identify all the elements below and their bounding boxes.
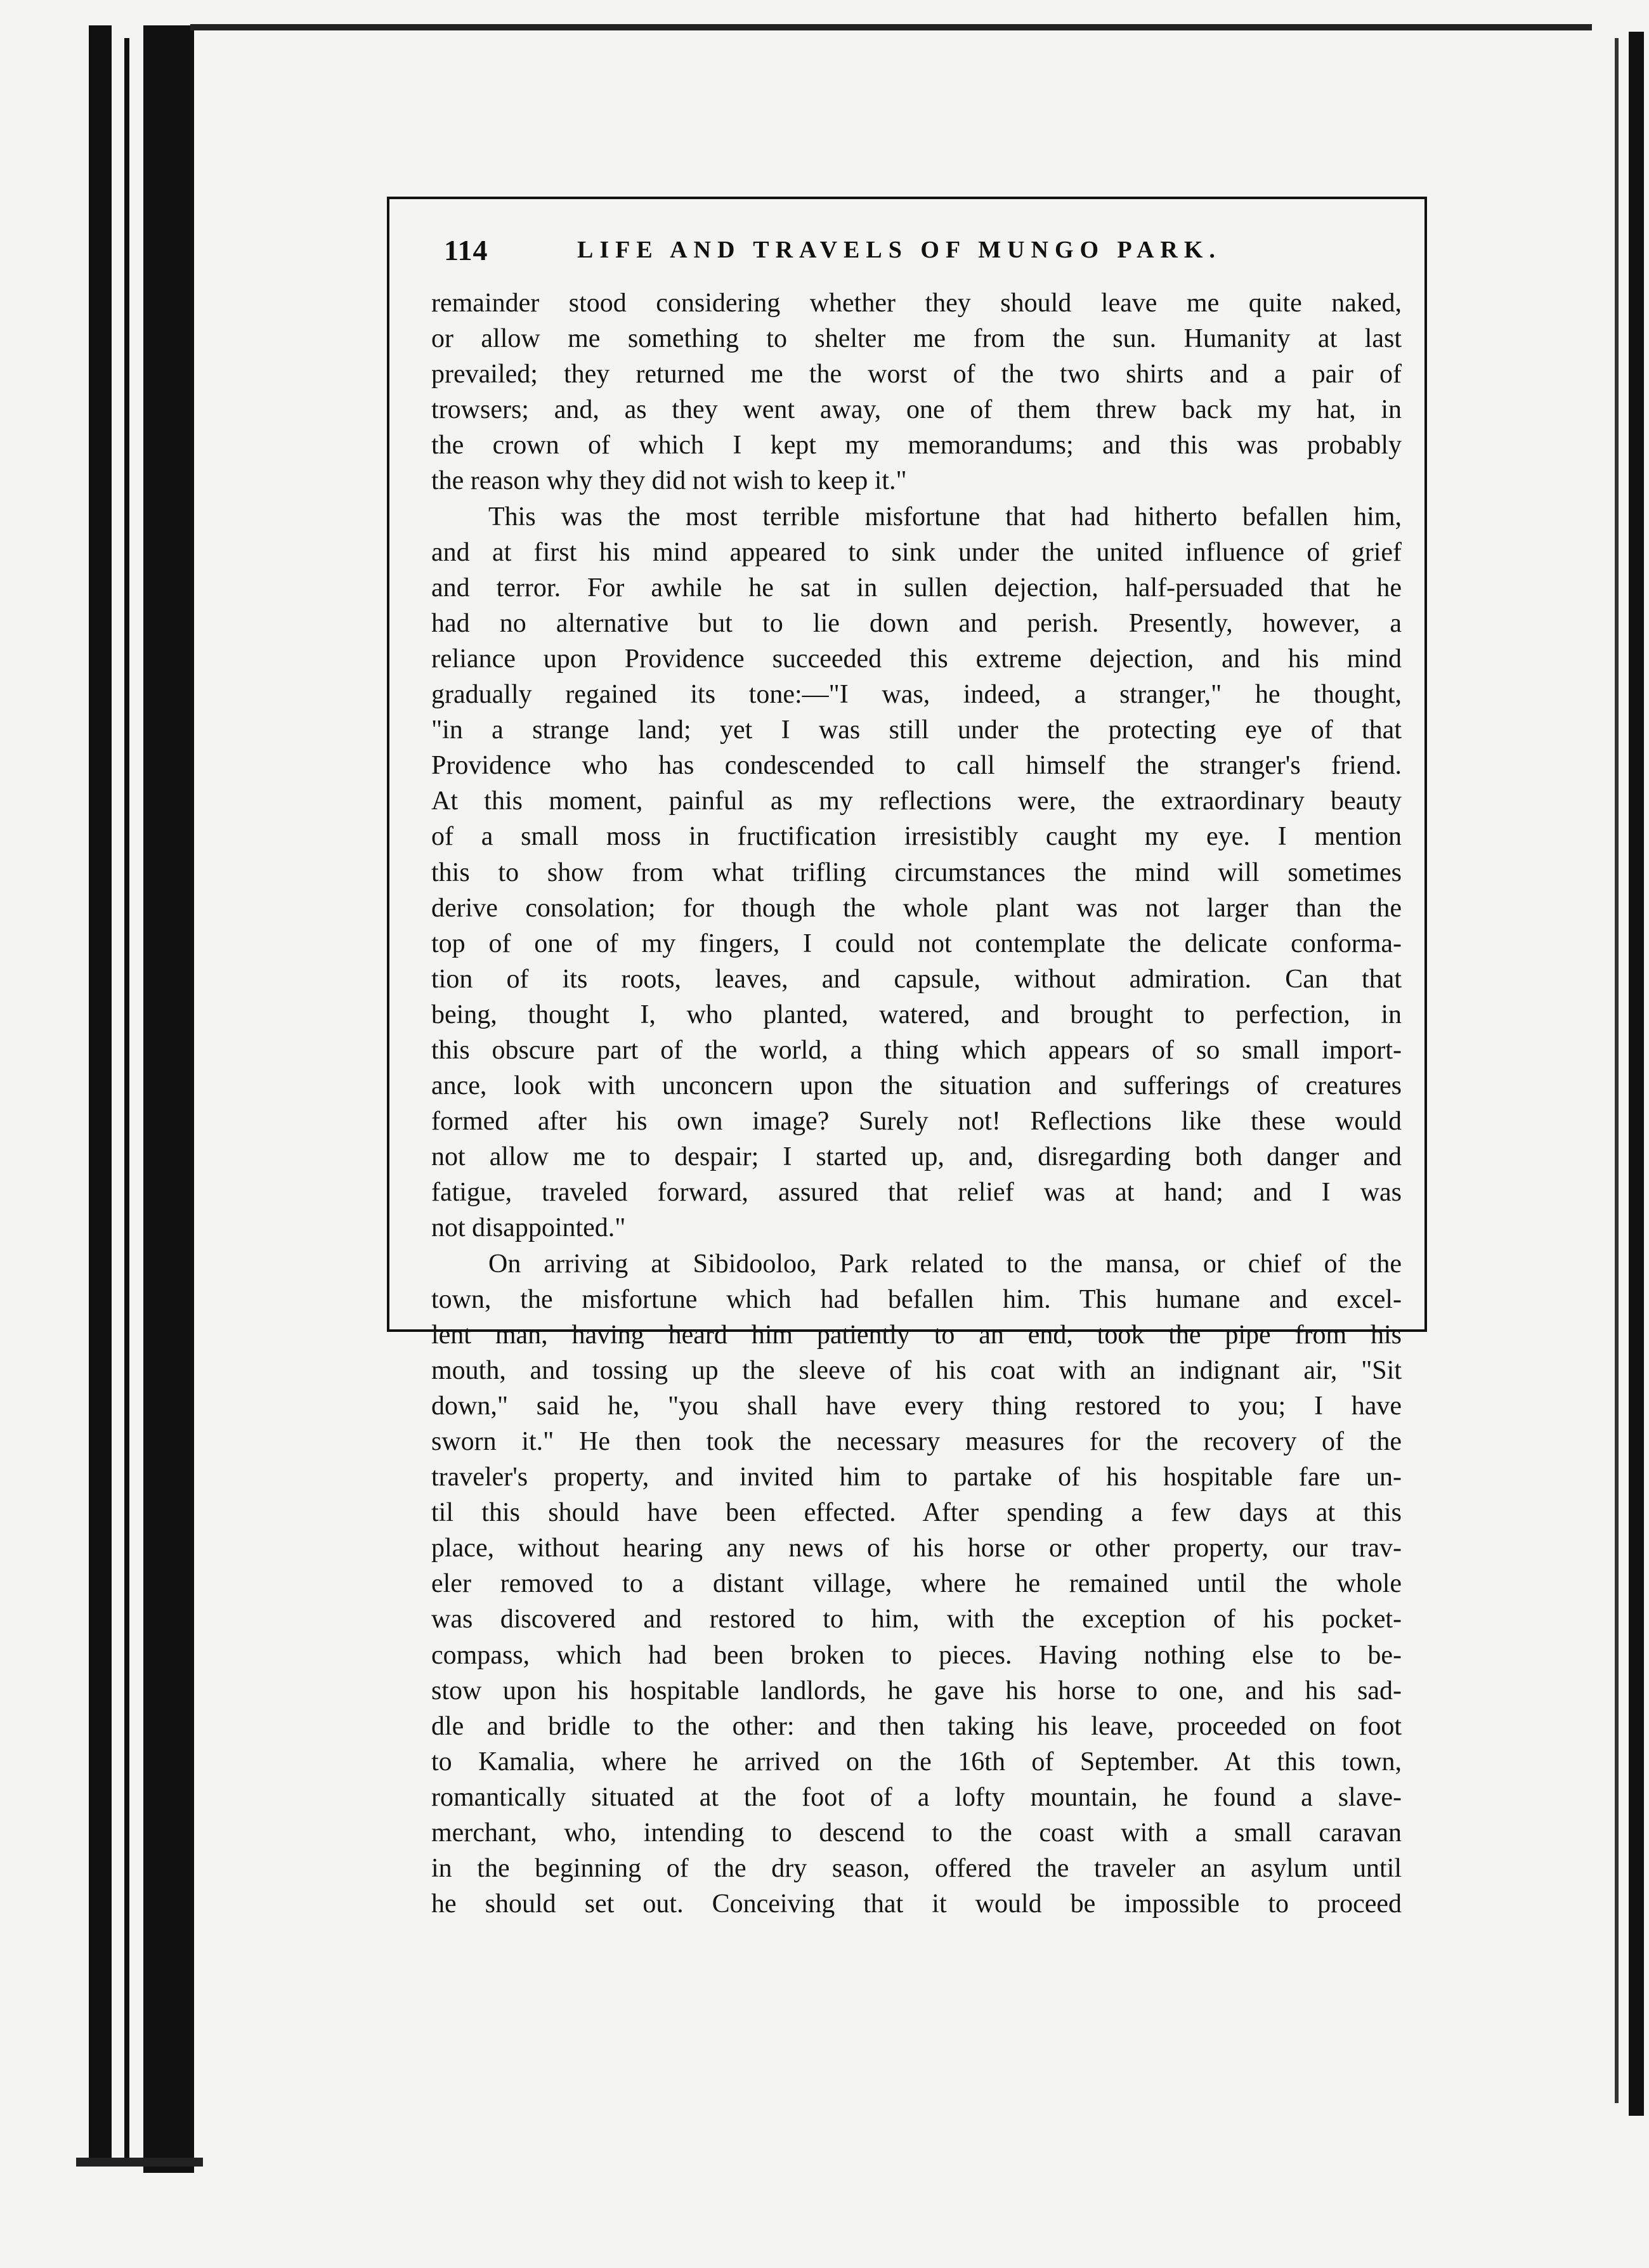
text-line: and at first his mind appeared to sink under the united influence of grief <box>431 537 1402 567</box>
text-line: gradually regained its tone:—"I was, indeed, a stranger," he thought, <box>431 680 1402 710</box>
text-line: derive consolation; for though the whole plant was not larger than the <box>431 893 1402 923</box>
text-line: trowsers; and, as they went away, one of them threw back my hat, in <box>431 395 1402 425</box>
text-line: This was the most terrible misfortune that had hitherto befallen him, <box>488 502 1402 531</box>
text-line: down," said he, "you shall have every thing restored to you; I have <box>431 1391 1402 1421</box>
text-line: stow upon his hospitable landlords, he gave his horse to one, and his sad- <box>431 1676 1402 1705</box>
page-header <box>444 227 1243 273</box>
text-line: to Kamalia, where he arrived on the 16th of September. At this town, <box>431 1747 1402 1776</box>
page-number: 114 <box>444 233 488 266</box>
book-edge-left-thin <box>124 38 129 2160</box>
text-line: dle and bridle to the other: and then taking his leave, proceeded on foot <box>431 1711 1402 1741</box>
text-line: the reason why they did not wish to keep it." <box>431 466 907 496</box>
text-line: remainder stood considering whether they should leave me quite naked, <box>431 289 1402 318</box>
text-line: fatigue, traveled forward, assured that relief was at hand; and I was <box>431 1178 1402 1208</box>
text-line: til this should have been effected. After spending a few days at this <box>431 1498 1402 1528</box>
text-line: At this moment, painful as my reflections were, the extraordinary beauty <box>431 786 1402 816</box>
book-edge-bottom <box>76 2158 203 2167</box>
book-edge-left-inner <box>143 25 194 2173</box>
text-line: and terror. For awhile he sat in sullen dejection, half-persuaded that he <box>431 573 1402 603</box>
text-line: romantically situated at the foot of a lofty mountain, he found a slave- <box>431 1782 1402 1812</box>
text-line: this obscure part of the world, a thing which appears of so small import- <box>431 1035 1402 1065</box>
text-line: he should set out. Conceiving that it would be impossible to proceed <box>431 1889 1402 1919</box>
book-edge-left-outer <box>89 25 112 2167</box>
text-line: reliance upon Providence succeeded this extreme dejection, and his mind <box>431 644 1402 674</box>
text-line: "in a strange land; yet I was still under the protecting eye of that <box>431 715 1402 745</box>
text-line: town, the misfortune which had befallen him. This humane and excel- <box>431 1284 1402 1314</box>
running-head: LIFE AND TRAVELS OF MUNGO PARK. <box>577 237 1222 263</box>
text-line: On arriving at Sibidooloo, Park related to the mansa, or chief of the <box>488 1249 1402 1279</box>
book-edge-right-thin <box>1615 38 1619 2103</box>
text-line: merchant, who, intending to descend to the coast with a small caravan <box>431 1818 1402 1848</box>
body-text <box>431 285 1402 1922</box>
book-edge-right <box>1629 32 1644 2116</box>
text-line: tion of its roots, leaves, and capsule, without admiration. Can that <box>431 964 1402 994</box>
text-line: of a small moss in fructification irresistibly caught my eye. I mention <box>431 822 1402 852</box>
text-line: the crown of which I kept my memorandums; and this was probably <box>431 431 1402 460</box>
book-edge-top <box>190 24 1592 30</box>
text-line: top of one of my fingers, I could not contemplate the delicate conforma- <box>431 929 1402 958</box>
text-line: formed after his own image? Surely not! Reflections like these would <box>431 1107 1402 1137</box>
text-line: eler removed to a distant village, where he remained until the whole <box>431 1569 1402 1599</box>
text-line: in the beginning of the dry season, offered the traveler an asylum until <box>431 1854 1402 1884</box>
text-line: prevailed; they returned me the worst of the two shirts and a pair of <box>431 360 1402 389</box>
text-line: or allow me something to shelter me from the sun. Humanity at last <box>431 324 1402 354</box>
text-line: was discovered and restored to him, with the exception of his pocket- <box>431 1605 1402 1634</box>
text-line: place, without hearing any news of his horse or other property, our trav- <box>431 1534 1402 1563</box>
text-line: traveler's property, and invited him to partake of his hospitable fare un- <box>431 1463 1402 1492</box>
text-line: this to show from what trifling circumstances the mind will sometimes <box>431 857 1402 887</box>
text-line: compass, which had been broken to pieces. Having nothing else to be- <box>431 1640 1402 1670</box>
text-line: ance, look with unconcern upon the situation and sufferings of creatures <box>431 1071 1402 1101</box>
text-line: lent man, having heard him patiently to an end, took the pipe from his <box>431 1320 1402 1350</box>
text-line: not disappointed." <box>431 1213 626 1243</box>
text-line: not allow me to despair; I started up, and, disregarding both danger and <box>431 1142 1402 1172</box>
text-line: sworn it." He then took the necessary measures for the recovery of the <box>431 1427 1402 1456</box>
text-line: mouth, and tossing up the sleeve of his coat with an indignant air, "Sit <box>431 1355 1402 1385</box>
text-line: Providence who has condescended to call himself the stranger's friend. <box>431 751 1402 781</box>
text-line: had no alternative but to lie down and perish. Presently, however, a <box>431 608 1402 638</box>
text-line: being, thought I, who planted, watered, and brought to perfection, in <box>431 1000 1402 1029</box>
